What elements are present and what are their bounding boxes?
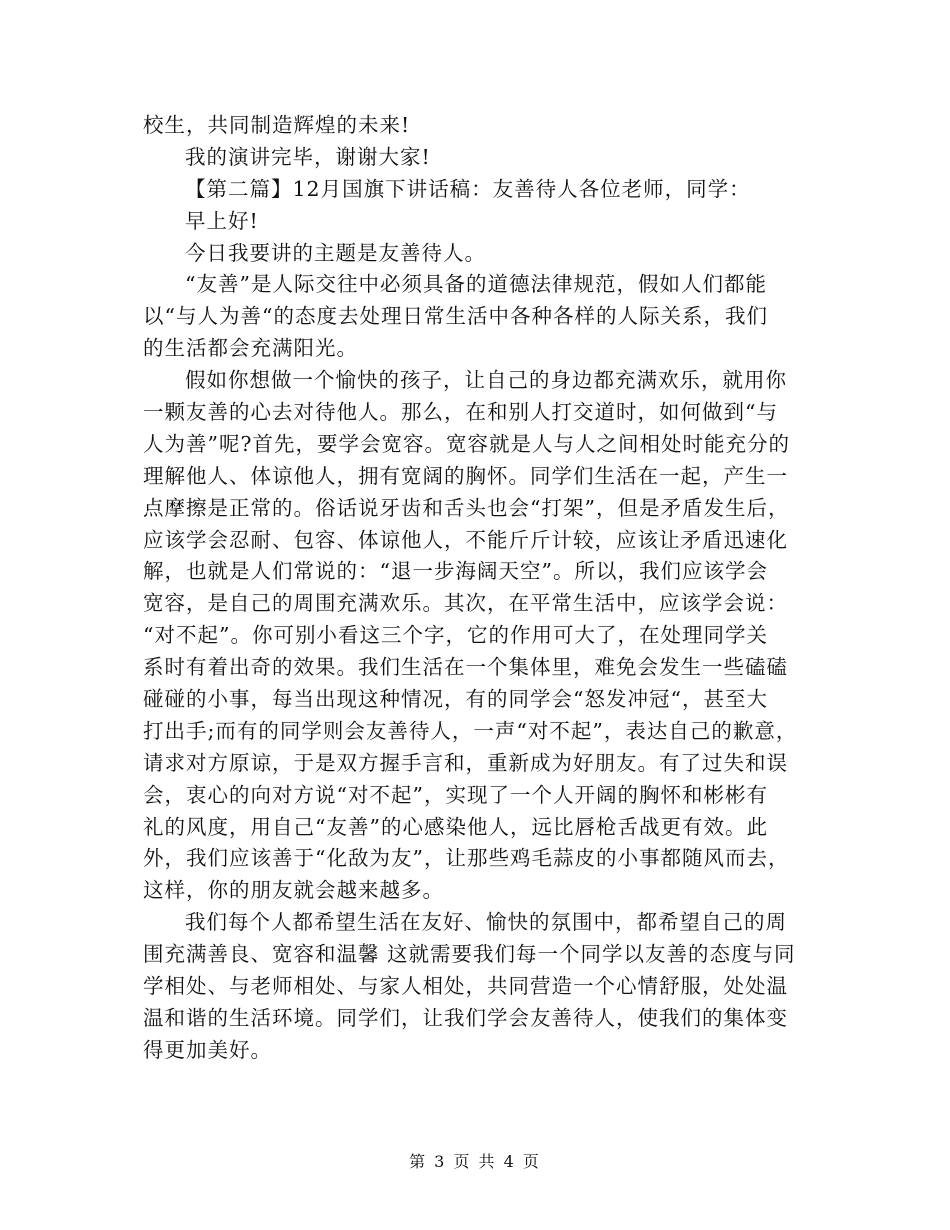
text-line: 假如你想做一个愉快的孩子，让自己的身边都充满欢乐，就用你 bbox=[185, 368, 787, 393]
text-line: 我的演讲完毕，谢谢大家! bbox=[185, 144, 431, 169]
text-line: 外，我们应该善于“化敌为友”，让那些鸡毛蒜皮的小事都随风而去， bbox=[143, 846, 790, 871]
greeting-line: 早上好! bbox=[185, 208, 259, 233]
text-line: “对不起”。你可别小看这三个字，它的作用可大了，在处理同学关 bbox=[143, 623, 768, 648]
text-line: 学相处、与老师相处、与家人相处，共同营造一个心情舒服，处处温 bbox=[143, 974, 788, 999]
text-line: 人为善”呢?首先，要学会宽容。宽容就是人与人之间相处时能充分的 bbox=[143, 431, 790, 456]
text-line: 一颗友善的心去对待他人。那么，在和别人打交道时，如何做到“与 bbox=[143, 400, 778, 425]
text-line: 的生活都会充满阳光。 bbox=[143, 336, 358, 361]
text-line: 碰碰的小事，每当出现这种情况，有的同学会“怒发冲冠“，甚至大 bbox=[143, 687, 768, 712]
text-line: 校生，共同制造辉煌的未来! bbox=[143, 113, 411, 137]
section-heading-line: 【第二篇】12月国旗下讲话稿：友善待人各位老师，同学： bbox=[185, 176, 751, 201]
text-line: 会，衷心的向对方说“对不起”，实现了一个人开阔的胸怀和彬彬有 bbox=[143, 782, 768, 807]
speech-body bbox=[143, 110, 823, 1067]
text-line: 围充满善良、宽容和温馨 这就需要我们每一个同学以友善的态度与同 bbox=[143, 942, 796, 967]
text-line: 理解他人、体谅他人，拥有宽阔的胸怀。同学们生活在一起，产生一 bbox=[143, 463, 788, 488]
text-line: 这样，你的朋友就会越来越多。 bbox=[143, 878, 444, 903]
text-line: 应该学会忍耐、包容、体谅他人，不能斤斤计较，应该让矛盾迅速化 bbox=[143, 527, 788, 552]
text-line: 我们每个人都希望生活在友好、愉快的氛围中，都希望自己的周 bbox=[185, 910, 787, 935]
text-line: 得更加美好。 bbox=[143, 1037, 272, 1062]
text-line: 今日我要讲的主题是友善待人。 bbox=[185, 240, 486, 265]
text-line: 系时有着出奇的效果。我们生活在一个集体里，难免会发生一些磕磕 bbox=[143, 655, 788, 680]
text-line: 宽容，是自己的周围充满欢乐。其次，在平常生活中，应该学会说： bbox=[143, 591, 788, 616]
text-line: “友善”是人际交往中必须具备的道德法律规范，假如人们都能 bbox=[185, 272, 767, 297]
text-line: 以“与人为善“的态度去处理日常生活中各种各样的人际关系，我们 bbox=[143, 304, 768, 329]
text-line: 请求对方原谅，于是双方握手言和，重新成为好朋友。有了过失和误 bbox=[143, 750, 788, 775]
text-line: 解，也就是人们常说的：“退一步海阔天空”。所以，我们应该学会 bbox=[143, 559, 768, 584]
text-line: 温和谐的生活环境。同学们，让我们学会友善待人，使我们的集体变 bbox=[143, 1005, 788, 1030]
text-line: 打出手;而有的同学则会友善待人，一声“对不起”，表达自己的歉意， bbox=[143, 718, 798, 743]
page-number-footer: 第 3 页 共 4 页 bbox=[409, 1152, 541, 1171]
text-line: 礼的风度，用自己“友善”的心感染他人，远比唇枪舌战更有效。此 bbox=[143, 814, 768, 839]
text-line: 点摩擦是正常的。俗话说牙齿和舌头也会“打架”，但是矛盾发生后， bbox=[143, 495, 790, 520]
